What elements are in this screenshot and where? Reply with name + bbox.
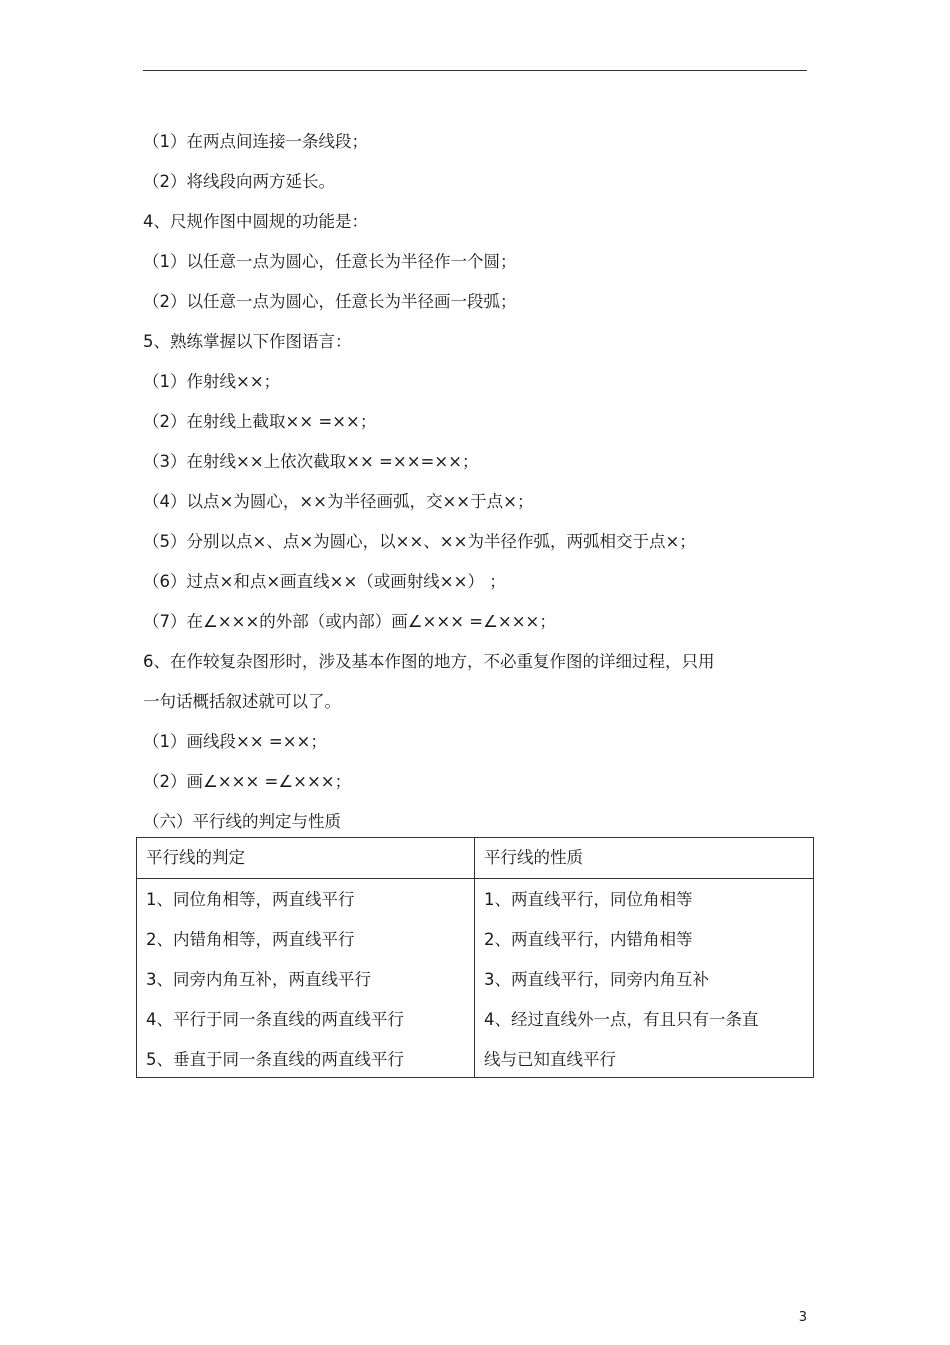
list-item: 1、两直线平行，同位角相等: [484, 890, 693, 909]
text-line: （5）分别以点×、点×为圆心，以××、××为半径作弧，两弧相交于点×；: [143, 532, 696, 551]
list-item: 3、同旁内角互补，两直线平行: [146, 970, 371, 989]
text-line: （1）作射线××；: [143, 372, 281, 391]
list-item: 2、两直线平行，内错角相等: [484, 930, 693, 949]
header-rule: [143, 70, 807, 71]
table-header-cell: 平行线的判定: [137, 838, 475, 879]
text-line: （2）将线段向两方延长。: [143, 172, 335, 191]
table-header-cell: 平行线的性质: [475, 838, 814, 879]
list-item: 3、两直线平行，同旁内角互补: [484, 970, 709, 989]
table-row: [137, 879, 814, 1078]
criteria-cell: [137, 879, 475, 1078]
section-heading-6: 6、在作较复杂图形时，涉及基本作图的地方，不必重复作图的详细过程，只用: [143, 652, 715, 671]
parallel-lines-table: [136, 837, 814, 1078]
section-heading-5: 5、熟练掌握以下作图语言：: [143, 332, 352, 351]
text-line: （7）在∠×××的外部（或内部）画∠××× =∠×××；: [143, 612, 556, 631]
table-caption: （六）平行线的判定与性质: [143, 812, 341, 831]
text-line: （4）以点×为圆心，××为半径画弧，交××于点×；: [143, 492, 534, 511]
text-line: 一句话概括叙述就可以了。: [143, 692, 341, 711]
text-line: （6）过点×和点×画直线××（或画射线××） ；: [143, 572, 506, 591]
list-item: 5、垂直于同一条直线的两直线平行: [146, 1050, 404, 1069]
text-line: （2）在射线上截取×× =××；: [143, 412, 377, 431]
properties-cell: [475, 879, 814, 1078]
table-header-row: [137, 838, 814, 879]
text-line: （1）以任意一点为圆心，任意长为半径作一个圆；: [143, 252, 517, 271]
page-number: 3: [798, 1310, 807, 1325]
list-item: 2、内错角相等，两直线平行: [146, 930, 355, 949]
list-item: 4、平行于同一条直线的两直线平行: [146, 1010, 404, 1029]
section-heading-4: 4、尺规作图中圆规的功能是：: [143, 212, 368, 231]
text-line: （2）以任意一点为圆心，任意长为半径画一段弧；: [143, 292, 517, 311]
text-line: （1）画线段×× =××；: [143, 732, 327, 751]
list-item: 线与已知直线平行: [484, 1050, 616, 1069]
text-line: （2）画∠××× =∠×××；: [143, 772, 352, 791]
text-line: （3）在射线××上依次截取×× =××=××；: [143, 452, 479, 471]
list-item: 1、同位角相等，两直线平行: [146, 890, 355, 909]
list-item: 4、经过直线外一点，有且只有一条直: [484, 1010, 759, 1029]
text-line: （1）在两点间连接一条线段；: [143, 132, 368, 151]
